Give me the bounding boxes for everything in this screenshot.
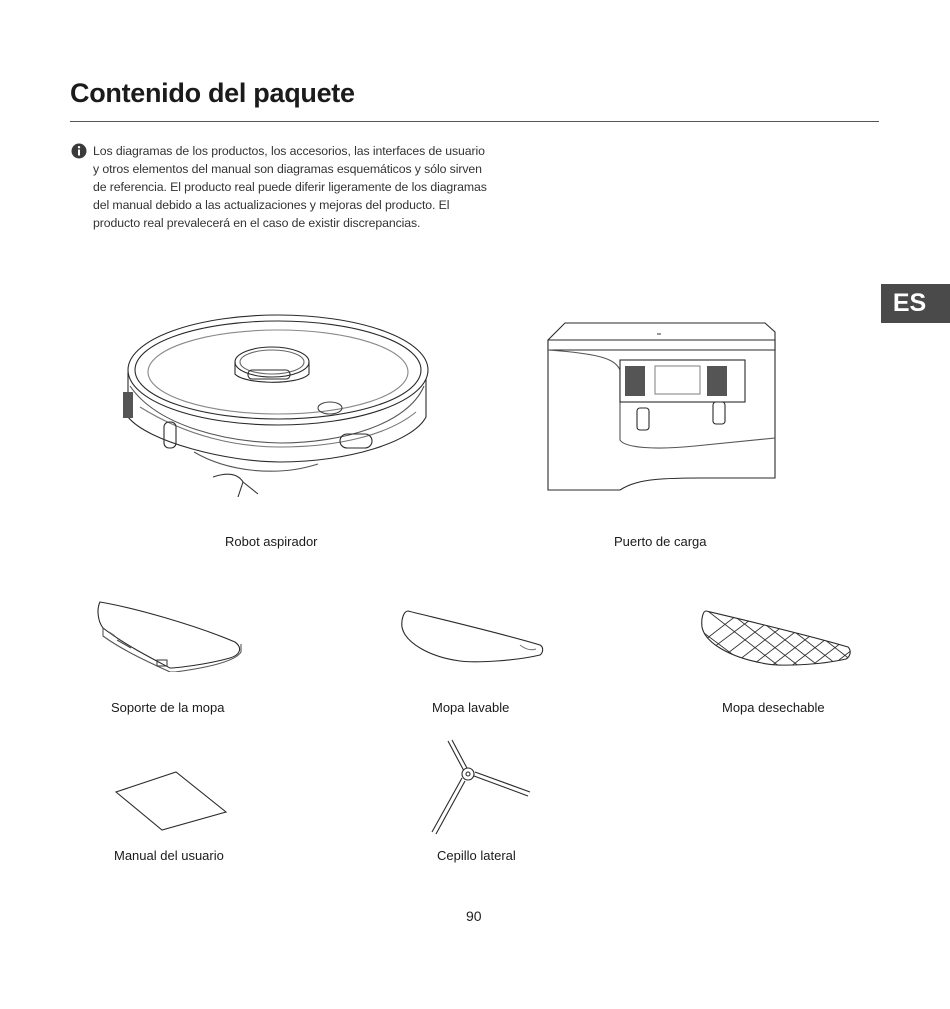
item-label-robot-aspirador: Robot aspirador — [225, 534, 318, 549]
item-label-mopa-desechable: Mopa desechable — [722, 700, 825, 715]
item-label-soporte-de-la-mopa: Soporte de la mopa — [111, 700, 225, 715]
page-number: 90 — [466, 908, 482, 924]
item-label-puerto-de-carga: Puerto de carga — [614, 534, 707, 549]
item-label-mopa-lavable: Mopa lavable — [432, 700, 510, 715]
title-divider — [70, 121, 879, 122]
disclaimer-note: Los diagramas de los productos, los accesorios, las interfaces de usuario y otros elementos del manual son diagramas esquemáticos y sólo sirven de referencia. El producto real puede diferir ligeramente de los diagramas del manual debido a las actualizaciones y mejoras del producto. El producto real prevalecerá en el caso de existir discrepancias. — [93, 144, 487, 230]
washable-mop-illustration — [400, 605, 548, 665]
side-brush-illustration — [428, 736, 534, 836]
item-label-cepillo-lateral: Cepillo lateral — [437, 848, 516, 863]
language-tab: ES — [881, 284, 950, 323]
robot-vacuum-illustration — [118, 312, 436, 497]
charging-dock-illustration — [545, 320, 780, 495]
info-icon — [71, 143, 87, 159]
item-label-manual-del-usuario: Manual del usuario — [114, 848, 224, 863]
page-title: Contenido del paquete — [70, 78, 355, 108]
mop-bracket-illustration — [95, 600, 245, 672]
disposable-mop-illustration — [700, 605, 855, 667]
user-manual-illustration — [112, 770, 230, 832]
